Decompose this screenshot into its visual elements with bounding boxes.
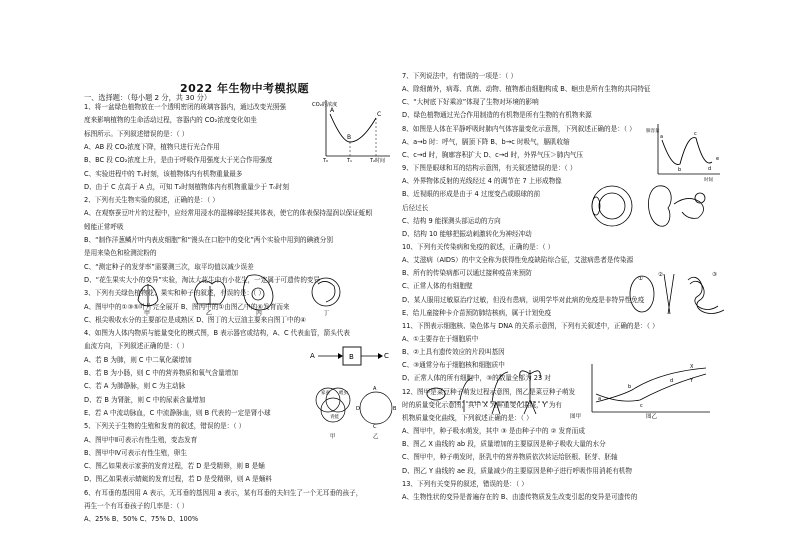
lung-volume-graph (646, 120, 724, 182)
left-line: A、图甲中Ⅱ可表示有性生殖，变态发育 (84, 435, 198, 444)
fig-label-ding: 丁 (323, 310, 330, 317)
section-heading: 一、选择题：（每小题 2 分，共 30 分） (84, 93, 212, 102)
fig-label-jia: 甲 (144, 310, 151, 317)
right-line: D、结构 10 能够把振动刺激转化为神经冲动 (402, 229, 532, 238)
right-line: B、②上具有遗传效应的片段叫基因 (402, 348, 505, 357)
right-line: D、正常人体的所有细胞中，③的数量全部为 23 对 (402, 374, 551, 383)
right-line: 9、下图是眼球和耳的结构示意图，有关叙述错误的是：（ ） (402, 164, 577, 173)
co2-tick-t0: T₀ (323, 158, 329, 164)
co2-ylabel: CO₂的浓度 (312, 102, 338, 108)
breath-point-d: d (708, 166, 712, 172)
left-line: B、图甲中Ⅳ可表示有性生殖，卵生 (84, 448, 187, 457)
left-line: 度来影响植物的生命活动过程，容器内的 CO₂浓度变化如坐 (84, 116, 257, 125)
dna-label-3: ③ (712, 272, 717, 278)
right-line: 机物质量变化曲线，下列叙述正确的是：（ ） (402, 413, 533, 422)
venn-label-silkworm: 家蚕 (321, 391, 330, 396)
organ-label-c: C (384, 352, 389, 360)
right-line: C、结构 9 能探测头部运动的方向 (402, 216, 501, 225)
breath-ylabel: 肺容量 (646, 129, 660, 134)
right-line: C、“大树底下好乘凉”体现了生物对环境的影响 (402, 98, 539, 107)
left-line: 5、下列关于生物的生殖和发育的叙述，错误的是：（ ） (84, 422, 246, 431)
right-line: A、a→b 时：呼气，膈顶下降 B、b→c 时吸气，膈肌收缩 (402, 137, 570, 146)
seed-point-a: a (598, 396, 602, 402)
seed-point-b: b (628, 384, 632, 390)
right-line: 10、下列有关传染病和免疫的叙述，正确的是：（ ） (402, 242, 555, 251)
co2-point-b: B (347, 134, 352, 141)
co2-tick-t1: T₁ (347, 158, 353, 164)
dna-label-1: ① (638, 276, 643, 282)
breath-xlabel: 时间 (704, 178, 713, 183)
co2-tick-t2: T₂时间 (370, 158, 386, 164)
cycle-label-b: B (393, 406, 397, 412)
chromosome-dna-figure (628, 266, 732, 320)
right-line: 后径过长 (402, 203, 429, 212)
right-line: A、①主要存在于细胞质中 (402, 335, 479, 343)
eye-ear-figure (588, 180, 716, 232)
seed-curve-y: Y (690, 378, 694, 384)
left-line: 4、如图为人体内物质与能量变化的模式图，B 表示器官或结构，A、C 代表血管，箭头代表 (84, 329, 350, 338)
left-line: D、“花生果实大小的变异”实验，淘汰大花生中有小花生，一定属于可遗传的变异 (84, 275, 321, 284)
right-line: 12、图甲是菜豆种子萌发过程示意图，图乙是菜豆种子萌发 (402, 387, 576, 396)
left-line: C、实验进程中的 T₁时刻，该植物体内有机物重量最多 (84, 169, 243, 178)
left-line: D、若 B 为肾脏，则 C 中的尿素含量增加 (84, 395, 206, 404)
left-line: A、25% B、50% C、75% D、100% (84, 515, 199, 524)
cycle-label-d: D (356, 406, 360, 412)
breath-point-c: c (694, 131, 697, 137)
cycle-label-a: A (373, 386, 377, 392)
left-line: 1、将一盆绿色植物放在一个透明密闭的玻璃容器内，通过改变光照强 (84, 103, 287, 111)
life-caption-b: 乙 (373, 434, 379, 440)
left-line: 6、有耳垂的基因用 A 表示，无耳垂的基因用 a 表示，某有耳垂的夫妇生了一个无耳垂的孩子， (84, 488, 363, 497)
organ-label-b: B (349, 353, 354, 361)
left-line: B、若 B 为小肠，则 C 中的营养物质和氧气含量增加 (84, 369, 238, 377)
left-line: 标图所示。下列叙述错误的是：（ ） (84, 129, 189, 138)
right-line: E、给儿童接种卡介苗预防肺结核病，属于计划免疫 (402, 308, 552, 317)
left-line: B、“制作洋葱鳞片叶内表皮细胞”和“馒头在口腔中的变化”两个实验中用到的碘液分别 (84, 236, 333, 244)
left-line: A、若 B 为肺，则 C 中二氧化碳增加 (84, 355, 192, 364)
right-line: 7、下列说法中，有错误的一项是：（ ） (402, 72, 518, 80)
seed-caption-a: 图甲 (570, 414, 582, 420)
flower-fruit-seed-figure (128, 270, 368, 316)
seed-point-d: d (670, 378, 674, 384)
co2-concentration-graph (310, 96, 394, 162)
cycle-label-c: C (373, 424, 377, 430)
right-line: C、③通常分布于细胞核和细胞质中 (402, 361, 505, 370)
right-line: D、某人服用过敏原治疗过敏，但没有患病，说明学毕对此病的免疫是非特异性免疫 (402, 295, 645, 304)
left-line: 2、下列有关生物实验的叙述，正确的是：（ ） (84, 196, 219, 205)
co2-point-c: C (377, 111, 382, 118)
right-line: C、图甲中，种子萌发时，胚乳中的营养物质依次转运给胚根、胚芽、胚轴 (402, 453, 618, 462)
right-line: D、绿色植物通过光合作用制造的有机物是所有生物的有机物来源 (402, 111, 592, 120)
left-line: 血流方向，下列叙述正确的是：（ ） (84, 342, 189, 351)
left-line: B、BC 段 CO₂浓度上升，是由于呼吸作用强度大于光合作用强度 (84, 156, 273, 165)
left-line: C、“测定种子的发芽率”需要测三次，取平均值以减少误差 (84, 262, 254, 271)
organ-label-a: A (310, 352, 315, 360)
right-line: A、艾滋病（AIDS）的中文全称为获得性免疫缺陷综合征，艾滋病患者是传染源 (402, 256, 634, 265)
left-line: 3、下列有关绿色植物花、果实和种子的叙述，有误的是：（ ） (84, 289, 266, 298)
right-line: D、图乙 Y 曲线的 ae 段，质量减少的主要原因是种子进行呼吸作用消耗有机物 (402, 466, 632, 475)
left-line: A、图甲中的①③⑤叶片完全展开 B、图丙中的①由图乙中的⑥发育而来 (84, 302, 290, 311)
left-line: A、AB 段 CO₂浓度下降，植物只进行光合作用 (84, 142, 220, 151)
left-line: 再生一个有耳垂孩子的几率是：（ ） (84, 502, 189, 510)
right-line: 时的质量变化示意图，其中 X 为鲜重变化曲线，Y 为有 (402, 400, 562, 409)
right-line: 8、如图是人体在平静呼吸时肺内气体容量变化示意图，下列叙述正确的是：（ ） (402, 124, 636, 133)
right-line: A、除细菌外，病毒、真菌、动物、植物都由细胞构成 B、蛔虫是所有生物的共同特征 (402, 85, 651, 94)
seed-point-c: c (640, 403, 643, 409)
right-line: A、外界物体反射的光线经过 4 的调节在 7 上形成物像 (402, 177, 562, 186)
right-line: B、近视眼的形成是由于 4 过度变凸或眼球的前 (402, 190, 541, 199)
right-line: A、图甲中，种子吸水萌发，其中 ③ 是由种子中的 ② 发育而成 (402, 427, 585, 436)
exam-title: 2022 年生物中考模拟题 (180, 82, 309, 95)
left-line: 蚓能正常呼吸 (84, 222, 124, 231)
left-line: D、图乙如果表示蜻蜓的发育过程，若 D 是受精卵，则 A 是蛹料 (84, 475, 272, 484)
right-line: B、所有的传染病都可以通过接种疫苗来预防 (402, 269, 532, 278)
seed-caption-b: 图乙 (646, 414, 658, 420)
left-line: 是用来染色和检测淀粉的 (84, 249, 157, 258)
right-line: 13、下列有关变异的叙述，错误的是：（ ） (402, 479, 528, 488)
right-line: C、c→d 时，胸廓容积扩大 D、c→d 时，外界气压＞肺内气压 (402, 150, 584, 159)
right-line: 11、下图表示细胞核、染色体与 DNA 的关系示意图，下列有关叙述中，正确的是：（ ） (402, 321, 659, 330)
dna-label-2: ② (658, 272, 663, 278)
breath-point-a: a (660, 134, 664, 140)
breath-point-b: b (678, 167, 682, 173)
right-line: A、生物性状的变异是普遍存在的 B、由遗传物质发生改变引起的变异是可遗传的 (402, 492, 638, 501)
venn-label-locust: 蝗虫 (339, 391, 348, 396)
left-line: D、由于 C 点高于 A 点，可知 T₂时刻植物体内有机物重量少于 T₀时刻 (84, 182, 289, 191)
left-line: A、在观察蚕豆叶片的过程中，应经常用浸水的湿棉球轻揉其体表，使它的体表保持湿润以保证蚯蚓 (84, 209, 373, 218)
life-cycle-figure (306, 378, 396, 444)
left-line: E、若 A 中流动脉血，C 中流静脉血，则 B 代表的一定是肾小球 (84, 408, 271, 417)
left-line: C、图乙如果表示家蚕的发育过程，若 D 是受精卵，则 B 是蛹 (84, 462, 265, 471)
life-caption-a: 甲 (330, 434, 336, 440)
left-line: C、若 A 为肺静脉，则 C 为主动脉 (84, 382, 186, 391)
seed-germination-figure (420, 360, 720, 420)
co2-point-a: A (330, 107, 335, 114)
fig-label-bing: 丙 (256, 310, 263, 317)
left-line: C、根尖吸收水分的主要部位是成熟区 D、图丁的大豆油主要来自图丁中的④ (84, 315, 307, 324)
fig-label-yi: 乙 (206, 310, 213, 317)
right-line: B、图乙 X 曲线的 ab 段，质量增加的主要原因是种子吸收大量的水分 (402, 440, 606, 449)
breath-point-e: e (716, 156, 720, 162)
right-line: C、正常人体的有细胞壁 (402, 282, 473, 291)
blood-flow-schematic (306, 344, 390, 370)
seed-curve-x: X (690, 364, 694, 370)
venn-label-frog: 青蛙 (330, 415, 339, 420)
